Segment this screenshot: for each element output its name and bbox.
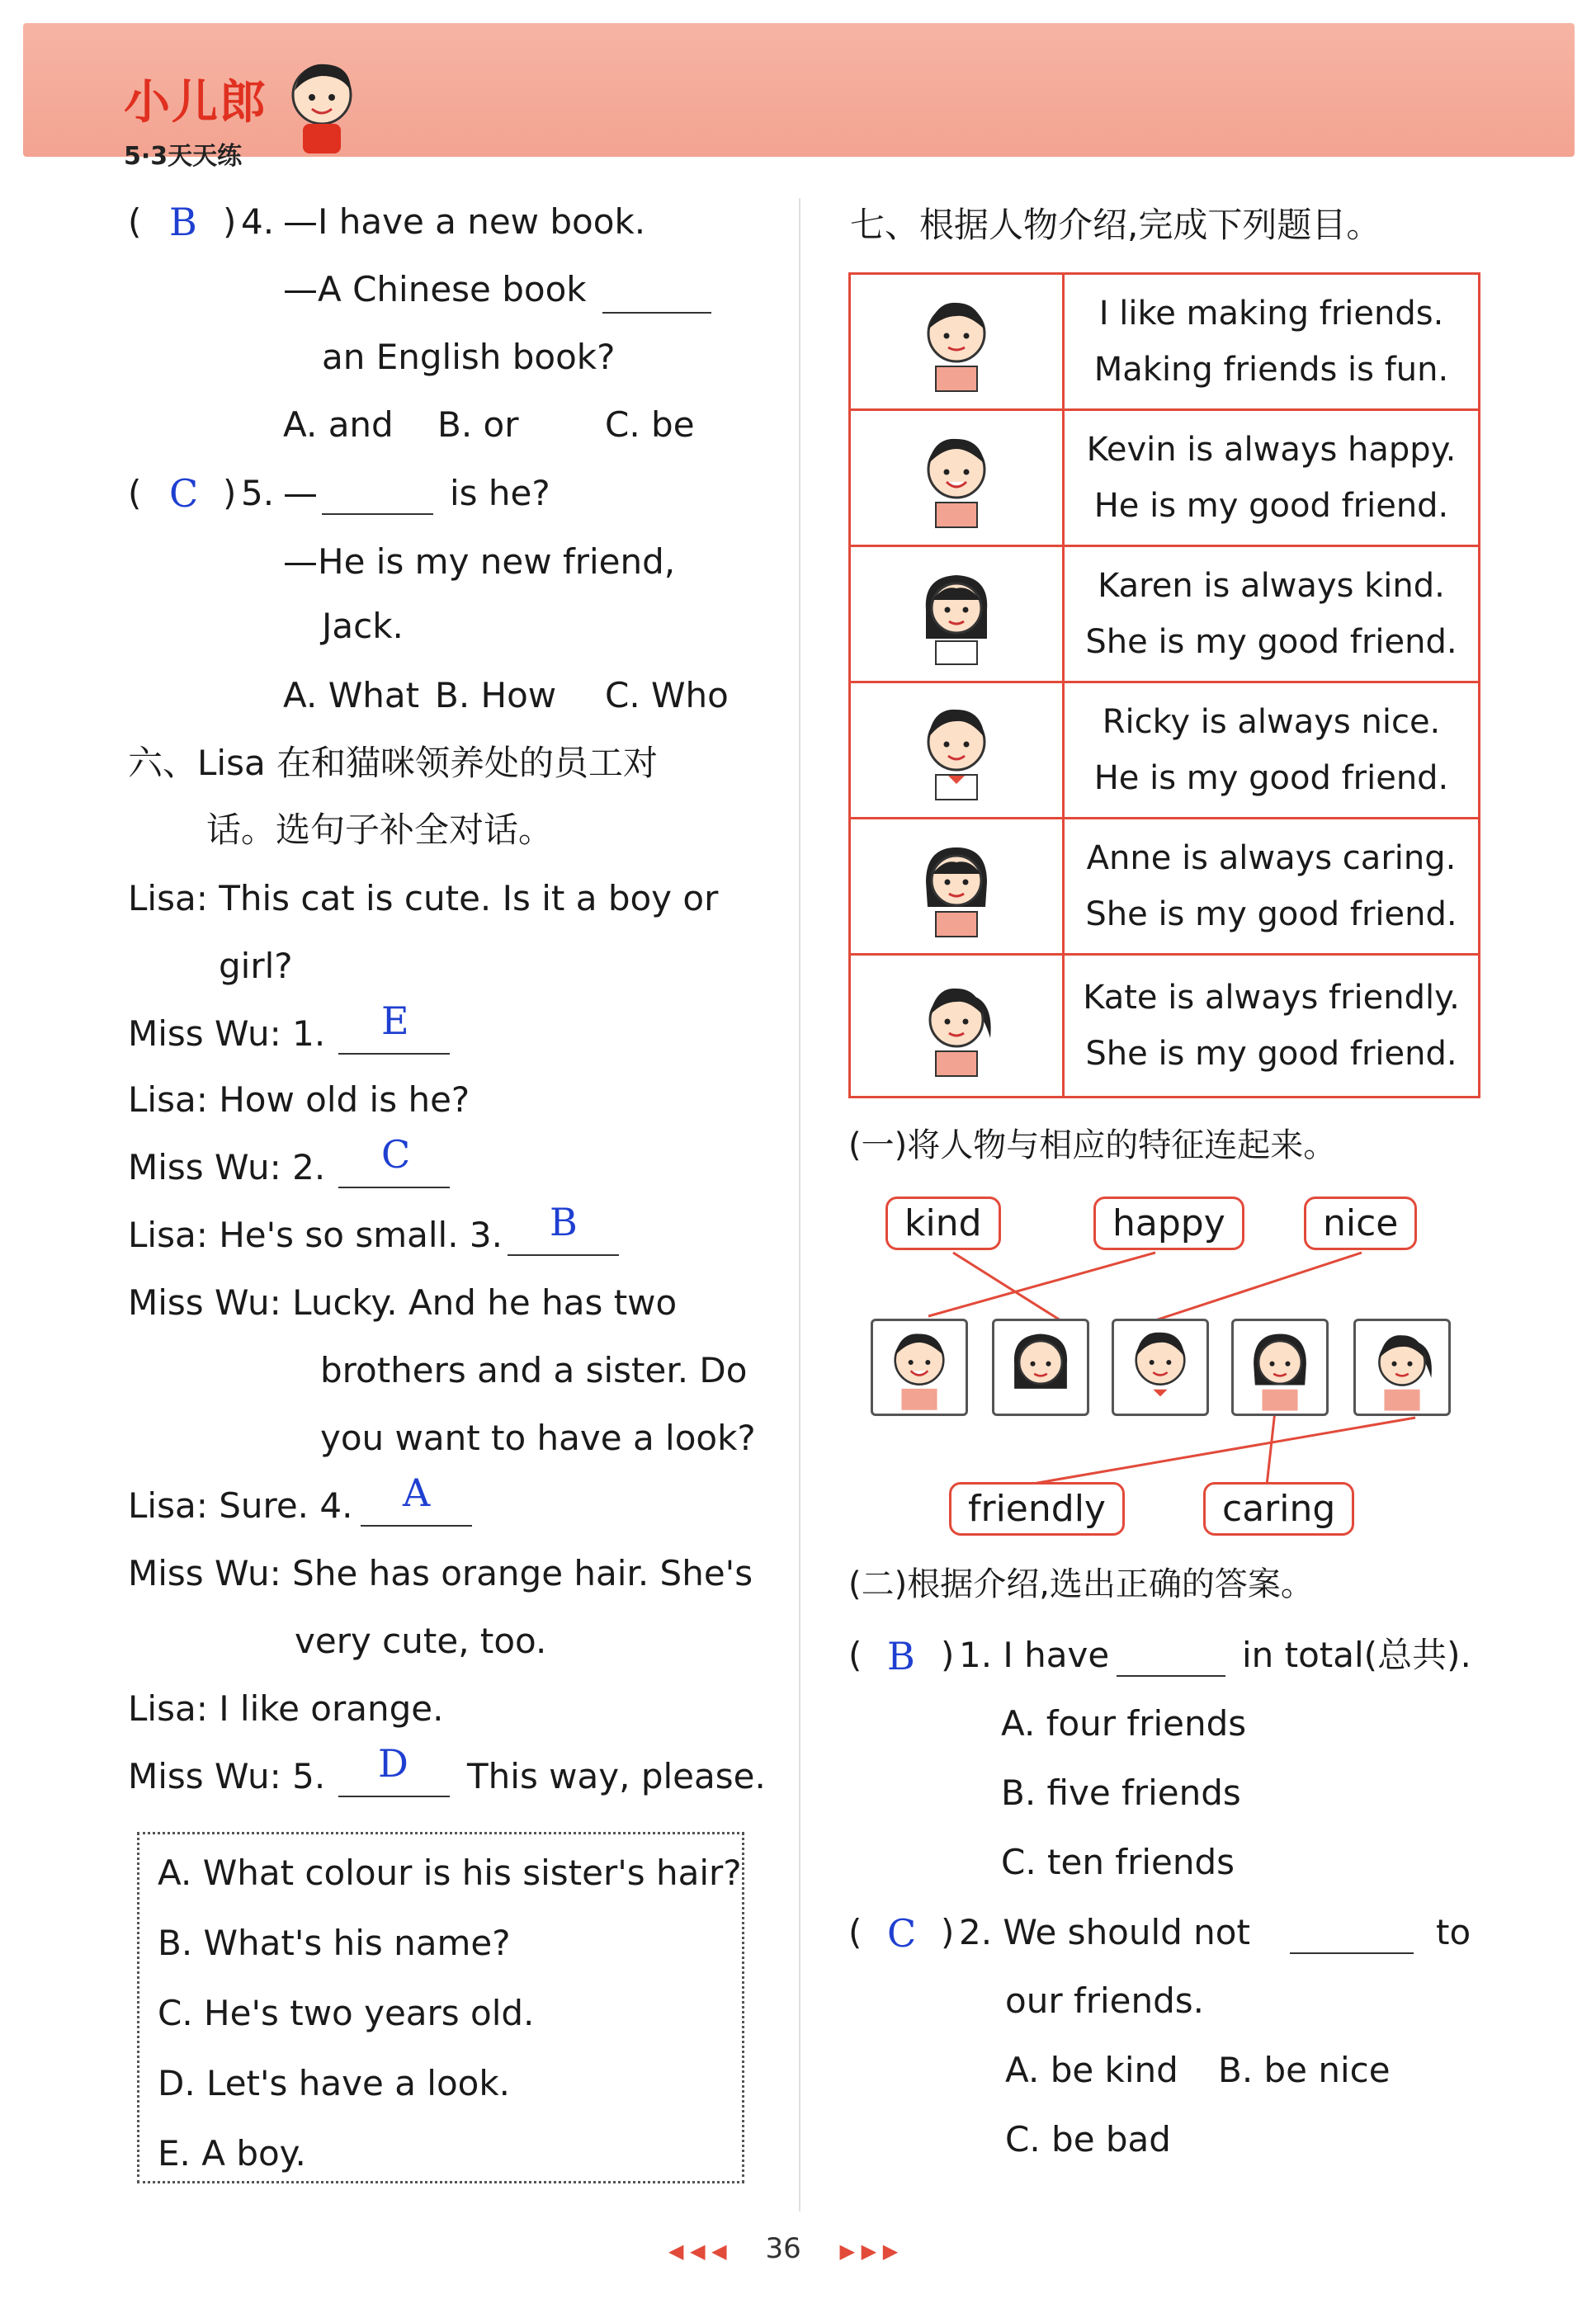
q5-option-b: B. How (435, 675, 557, 715)
p2q1-option-b: B. five friends (1001, 1773, 1241, 1813)
table-row-line2: He is my good friend. (1093, 487, 1449, 525)
q5-line2: —He is my new friend, (283, 541, 676, 582)
dialogue-6c: you want to have a look? (320, 1418, 756, 1458)
tag-caring: caring (1203, 1482, 1354, 1536)
logo-subtitle: 5·3天天练 (124, 142, 243, 171)
tag-friendly: friendly (949, 1482, 1125, 1536)
pagination (668, 2232, 898, 2265)
table-row-line1: Anne is always caring. (1086, 839, 1457, 877)
p2q2-suffix: to (1436, 1912, 1471, 1952)
p2q2-option-a: A. be kind (1005, 2050, 1178, 2090)
p2q2-answer: C (887, 1911, 917, 1956)
q4-answer: B (169, 200, 197, 244)
p2q1-suffix: in total(总共). (1242, 1635, 1471, 1675)
dialogue-6: Miss Wu: Lucky. And he has two (128, 1282, 678, 1323)
match-line-happy-kevin (928, 1253, 1155, 1316)
option-b: B. What's his name? (158, 1923, 511, 1963)
q4-option-a: A. and (283, 404, 394, 445)
table-row-line2: She is my good friend. (1085, 1035, 1457, 1073)
part2-title: (二)根据介绍,选出正确的答案。 (848, 1565, 1314, 1603)
q4-paren-close: ) (223, 201, 237, 242)
p2q2-blank (1290, 1952, 1414, 1954)
table-row-line1: I like making friends. (1098, 295, 1444, 333)
q4-paren-open: ( (128, 201, 142, 242)
q5-paren-open: ( (128, 473, 142, 513)
p2q2-option-b: B. be nice (1218, 2050, 1391, 2090)
answer-2: C (381, 1132, 411, 1177)
p2q2-line2: our friends. (1005, 1980, 1205, 2021)
dialogue-5: Lisa: He's so small. 3. (128, 1215, 503, 1255)
q5-paren-close: ) (223, 473, 237, 513)
dialogue-7: Lisa: Sure. 4. (128, 1485, 353, 1526)
match-kate-icon (1353, 1319, 1451, 1416)
q5-option-c: C. Who (605, 675, 729, 715)
match-line-nice-ricky (1155, 1253, 1362, 1320)
p2q1-answer: B (887, 1634, 915, 1678)
section6-title-2: 话。选句子补全对话。 (206, 810, 554, 850)
option-c: C. He's two years old. (158, 1993, 535, 2033)
q4-option-c: C. be (605, 404, 695, 445)
p2q2-paren-close: ) (941, 1912, 955, 1952)
match-line-caring-anne (1267, 1411, 1275, 1485)
match-anne-icon (1231, 1319, 1329, 1416)
dialogue-9: Lisa: I like orange. (128, 1688, 444, 1729)
dialogue-10b: This way, please. (467, 1756, 766, 1796)
q5-answer: C (169, 471, 199, 516)
table-row-line2: He is my good friend. (1093, 759, 1449, 797)
answer-5: D (378, 1741, 408, 1786)
match-line-kind-karen (953, 1253, 1060, 1320)
p2q1-option-a: A. four friends (1001, 1703, 1247, 1744)
dialogue-4: Miss Wu: 2. (128, 1147, 326, 1187)
q4-line1: —I have a new book. (283, 201, 646, 242)
tag-kind: kind (885, 1197, 1001, 1250)
p2q2-paren-open: ( (848, 1912, 862, 1952)
logo-title: 小儿郎 (124, 76, 267, 130)
dialogue-1b: girl? (219, 946, 293, 986)
table-row-line1: Ricky is always nice. (1102, 703, 1441, 741)
section6-title-1: 六、Lisa 在和猫咪领养处的员工对 (128, 743, 659, 783)
page-number: 36 (765, 2232, 801, 2265)
option-e: E. A boy. (158, 2133, 306, 2174)
q5-number: 5. (241, 473, 275, 513)
answer-4: A (403, 1470, 431, 1515)
p2q1-paren-open: ( (848, 1635, 862, 1675)
q4-option-b: B. or (437, 404, 519, 445)
match-karen-icon (992, 1319, 1089, 1416)
table-row-line1: Karen is always kind. (1098, 567, 1445, 605)
q4-number: 4. (241, 201, 275, 242)
table-row-line2: Making friends is fun. (1093, 351, 1449, 389)
q5-line1-suffix: is he? (450, 473, 550, 513)
tag-nice: nice (1304, 1197, 1417, 1250)
table-row-line1: Kate is always friendly. (1083, 979, 1460, 1017)
q5-dash: — (283, 473, 318, 513)
part1-title: (一)将人物与相应的特征连起来。 (848, 1126, 1337, 1164)
match-line-friendly-kate (1023, 1418, 1415, 1485)
q4-line2: —A Chinese book (283, 269, 587, 309)
prev-arrows-icon: ◀ ◀ ◀ (668, 2240, 727, 2263)
match-kevin-icon (871, 1319, 968, 1416)
p2q1-paren-close: ) (941, 1635, 955, 1675)
dialogue-8: Miss Wu: She has orange hair. She's (128, 1553, 753, 1593)
dialogue-1: Lisa: This cat is cute. Is it a boy or (128, 878, 719, 918)
q5-line3: Jack. (322, 606, 404, 646)
match-ricky-icon (1112, 1319, 1209, 1416)
option-d: D. Let's have a look. (158, 2063, 511, 2103)
p2q2-text: 2. We should not (959, 1912, 1250, 1952)
q5-option-a: A. What (283, 675, 420, 715)
table-row-line1: Kevin is always happy. (1086, 431, 1457, 469)
tag-happy: happy (1093, 1197, 1244, 1250)
p2q1-option-c: C. ten friends (1001, 1842, 1235, 1882)
p2q1-blank (1117, 1675, 1225, 1677)
p2q1-text: 1. I have (959, 1635, 1110, 1675)
dialogue-3: Lisa: How old is he? (128, 1079, 470, 1120)
next-arrows-icon: ▶ ▶ ▶ (839, 2240, 899, 2263)
dialogue-8b: very cute, too. (295, 1621, 547, 1661)
q4-line3: an English book? (322, 337, 616, 377)
section7-title: 七、根据人物介绍,完成下列题目。 (850, 205, 1381, 245)
dialogue-6b: brothers and a sister. Do (320, 1350, 748, 1390)
answer-3: B (550, 1200, 578, 1244)
option-a: A. What colour is his sister's hair? (158, 1853, 742, 1893)
dialogue-2: Miss Wu: 1. (128, 1013, 326, 1054)
answer-1: E (381, 998, 409, 1043)
p2q2-option-c: C. be bad (1005, 2119, 1171, 2160)
table-row-line2: She is my good friend. (1085, 623, 1457, 661)
dialogue-10: Miss Wu: 5. (128, 1756, 326, 1796)
table-row-line2: She is my good friend. (1085, 895, 1457, 933)
